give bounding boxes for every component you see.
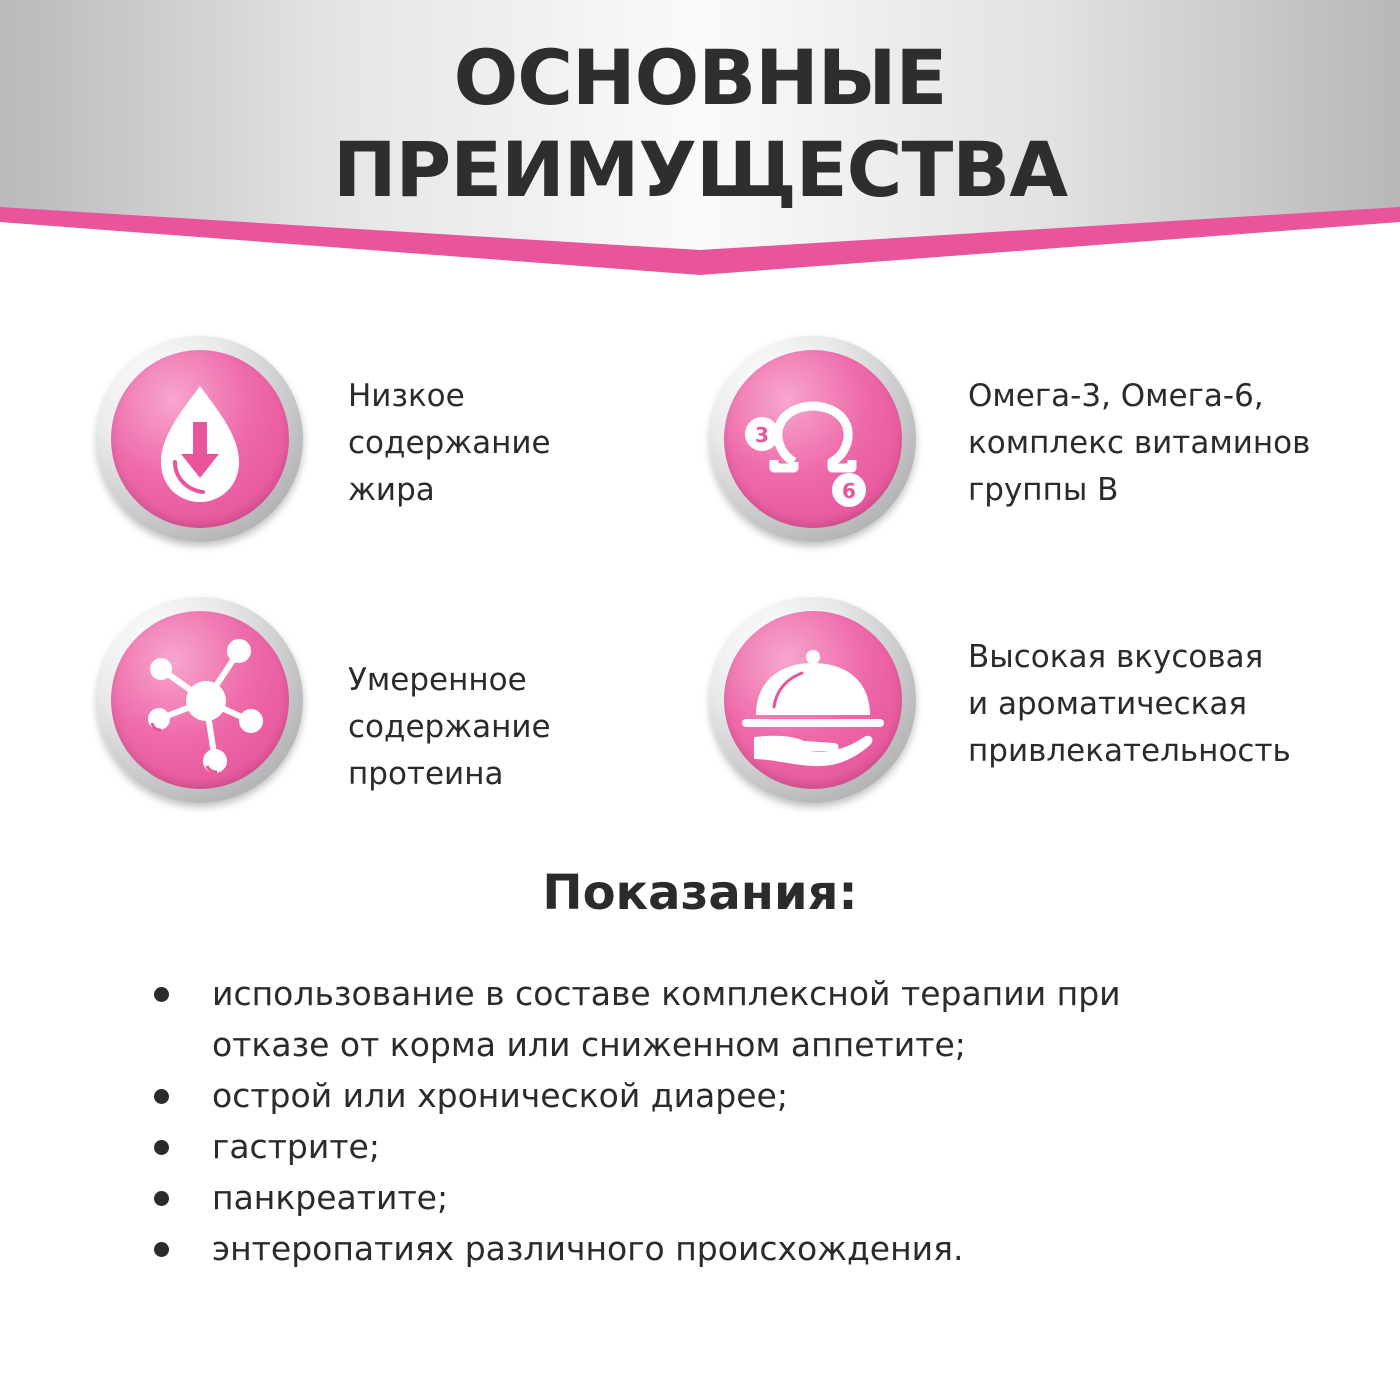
feature-badge [710, 336, 916, 542]
feature-badge [97, 336, 303, 542]
list-item: энтеропатиях различного происхождения. [150, 1223, 1350, 1274]
indications-title: Показания: [542, 865, 858, 921]
list-item: гастрите; [150, 1121, 1350, 1172]
omega-6-label: 6 [842, 479, 856, 503]
bullet-icon [154, 1089, 169, 1104]
bullet-icon [154, 1140, 169, 1155]
list-item: острой или хронической диарее; [150, 1070, 1350, 1121]
list-item: панкреатите; [150, 1172, 1350, 1223]
feature-badge [97, 597, 303, 803]
feature-text: Высокая вкусовая и ароматическая привлекательность [968, 639, 1291, 769]
bullet-icon [154, 987, 169, 1002]
title-line-1: ОСНОВНЫЕ [453, 33, 947, 122]
feature-badge [710, 597, 916, 803]
bullet-icon [154, 1191, 169, 1206]
title-line-2: ПРЕИМУЩЕСТВА [332, 125, 1068, 214]
indications-list [150, 968, 1350, 1274]
omega-3-label: 3 [755, 423, 769, 447]
header-banner [0, 0, 1400, 280]
list-item: использование в составе комплексной терапии при отказе от корма или сниженном аппетите; [150, 968, 1350, 1070]
bullet-icon [154, 1242, 169, 1257]
fat-drop-down-arrow-icon [111, 350, 289, 528]
feature-text: Низкое содержание жира [348, 378, 551, 508]
cloche-hand-icon [724, 611, 902, 789]
page-title [0, 32, 1400, 216]
feature-text: Умеренное содержание протеина [348, 662, 551, 792]
feature-text: Омега-3, Омега-6, комплекс витаминов группы В [968, 378, 1311, 508]
molecule-icon [111, 611, 289, 789]
omega-icon [724, 350, 902, 528]
